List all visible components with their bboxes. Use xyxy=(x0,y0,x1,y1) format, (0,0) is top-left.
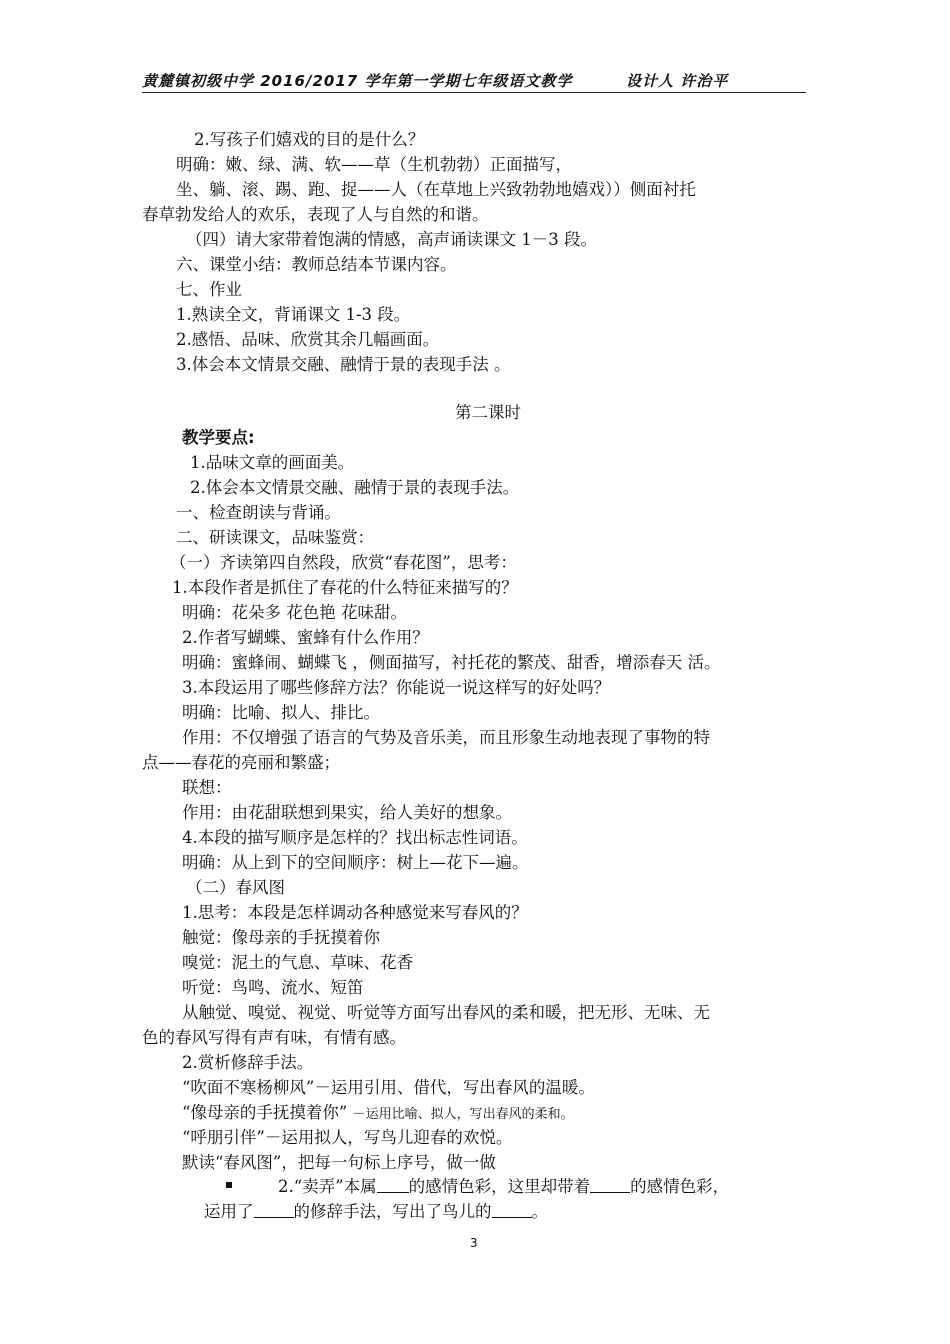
body-line: 春草勃发给人的欢乐，表现了人与自然的和谐。 xyxy=(142,205,489,224)
body-line: 七、作业 xyxy=(176,280,242,299)
body-line: 1.思考：本段是怎样调动各种感觉来写春风的？ xyxy=(182,903,528,922)
header-school-term: 黄麓镇初级中学 2016/2017 学年第一学期七年级语文教学 xyxy=(142,72,573,90)
body-line: 作用：由花甜联想到果实，给人美好的想象。 xyxy=(182,803,512,822)
body-line: 1.熟读全文，背诵课文 1-3 段。 xyxy=(176,305,411,324)
body-line: 点——春花的亮丽和繁盛； xyxy=(142,753,340,772)
exercise-text: 运用了 xyxy=(204,1202,254,1221)
body-line: 触觉：像母亲的手抚摸着你 xyxy=(182,928,380,947)
exercise-line-2 xyxy=(204,1201,548,1223)
lesson-title: 第二课时 xyxy=(455,403,521,422)
body-line: 明确：嫩、绿、满、软——草（生机勃勃）正面描写， xyxy=(176,155,572,174)
exercise-text: 的感情色彩， xyxy=(630,1177,730,1196)
quote-note: －运用比喻、拟人，写出春风的柔和。 xyxy=(352,1107,574,1122)
answer-blank[interactable] xyxy=(492,1203,532,1218)
body-line: 默读“春风图”，把每一句标上序号，做一做 xyxy=(182,1153,496,1172)
answer-blank[interactable] xyxy=(377,1178,409,1193)
bullet-square-icon xyxy=(226,1182,232,1188)
body-line: 色的春风写得有声有味，有情有感。 xyxy=(142,1028,406,1047)
answer-blank[interactable] xyxy=(254,1203,294,1218)
body-line: 2.感悟、品味、欣赏其余几幅画面。 xyxy=(176,330,440,349)
body-line: 六、课堂小结：教师总结本节课内容。 xyxy=(176,255,457,274)
body-line: 作用：不仅增强了语言的气势及音乐美，而且形象生动地表现了事物的特 xyxy=(182,728,710,747)
body-line: 一、检查朗读与背诵。 xyxy=(176,503,341,522)
exercise-line-1 xyxy=(278,1176,729,1198)
body-line: 2.赏析修辞手法。 xyxy=(182,1053,314,1072)
body-line: 明确：花朵多 花色艳 花味甜。 xyxy=(182,603,407,622)
header-designer: 设计人 许治平 xyxy=(626,72,729,90)
body-line: 2.写孩子们嬉戏的目的是什么？ xyxy=(194,130,425,149)
page-header xyxy=(142,70,742,91)
body-line: （一）齐读第四自然段，欣赏“春花图”，思考： xyxy=(170,553,517,572)
body-line: 3.本段运用了哪些修辞方法？你能说一说这样写的好处吗？ xyxy=(182,678,611,697)
quote-text: “像母亲的手抚摸着你” xyxy=(182,1103,353,1122)
exercise-text: 2.“卖弄”本属 xyxy=(278,1177,377,1196)
section-heading: 教学要点: xyxy=(182,428,255,447)
body-line: （二）春风图 xyxy=(186,878,285,897)
body-line: 明确：比喻、拟人、排比。 xyxy=(182,703,380,722)
body-line: 明确：蜜蜂闹、蝴蝶飞 ，侧面描写，衬托花的繁茂、甜香，增添春天 活。 xyxy=(182,653,721,672)
body-line: “吹面不寒杨柳风”－运用引用、借代，写出春风的温暖。 xyxy=(182,1078,595,1097)
body-line: 4.本段的描写顺序是怎样的？找出标志性词语。 xyxy=(182,828,528,847)
body-line: 听觉：鸟鸣、流水、短笛 xyxy=(182,978,364,997)
body-line: 坐、躺、滚、踢、跑、捉——人（在草地上兴致勃勃地嬉戏））侧面衬托 xyxy=(176,180,696,199)
body-line: （四）请大家带着饱满的情感，高声诵读课文 1－3 段。 xyxy=(186,230,597,249)
body-line: 明确：从上到下的空间顺序：树上—花下—遍。 xyxy=(182,853,529,872)
answer-blank[interactable] xyxy=(590,1178,630,1193)
body-line: 二、研读课文，品味鉴赏： xyxy=(176,528,374,547)
body-line: 3.体会本文情景交融、融情于景的表现手法 。 xyxy=(176,355,511,374)
body-line xyxy=(182,1102,574,1126)
body-line: 2.作者写蝴蝶、蜜蜂有什么作用？ xyxy=(182,628,429,647)
body-line: “呼朋引伴”－运用拟人，写鸟儿迎春的欢悦。 xyxy=(182,1128,513,1147)
body-line: 1.品味文章的画面美。 xyxy=(190,453,355,472)
body-line: 从触觉、嗅觉、视觉、听觉等方面写出春风的柔和暖，把无形、无味、无 xyxy=(182,1003,710,1022)
body-line: 2.体会本文情景交融、融情于景的表现手法。 xyxy=(190,478,520,497)
exercise-text: 的修辞手法，写出了鸟儿的 xyxy=(293,1202,492,1221)
page-number: 3 xyxy=(470,1236,478,1250)
body-line: 1.本段作者是抓住了春花的什么特征来描写的？ xyxy=(172,578,518,597)
exercise-text: 。 xyxy=(531,1202,548,1221)
body-line: 嗅觉：泥土的气息、草味、花香 xyxy=(182,953,413,972)
header-rule xyxy=(142,92,806,93)
body-line: 联想： xyxy=(182,778,232,797)
exercise-text: 的感情色彩，这里却带着 xyxy=(408,1177,591,1196)
